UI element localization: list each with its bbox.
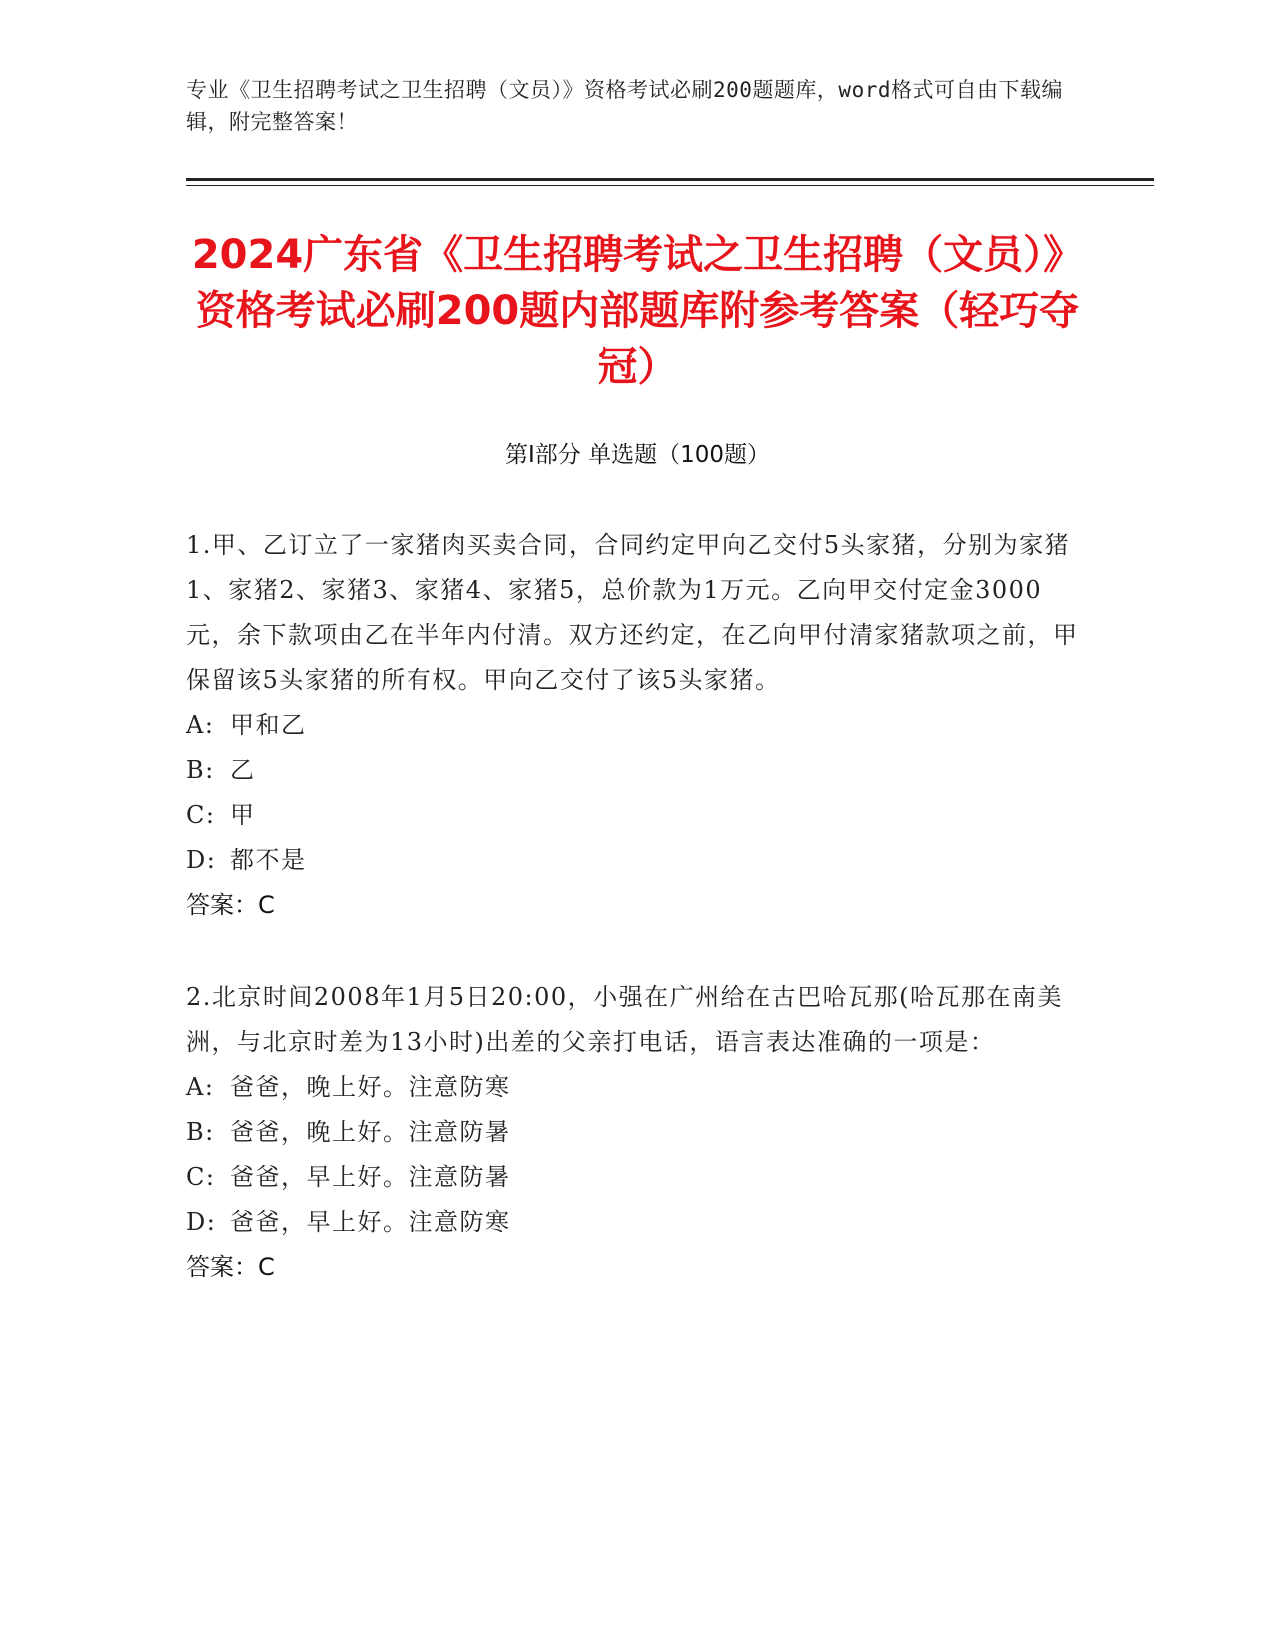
section-heading: 第Ⅰ部分 单选题（100题） [505,442,770,468]
option-b [186,748,1086,793]
option-d [186,838,1086,883]
question-2 [186,975,1086,1290]
option-a [186,703,1086,748]
option-letter: B: [186,1118,215,1146]
option-letter: D: [186,846,217,874]
question-stem: 2.北京时间2008年1月5日20:00，小强在广州给在古巴哈瓦那(哈瓦那在南美洲，与北京时差为13小时)出差的父亲打电话，语言表达准确的一项是： [186,983,1064,1056]
option-letter: A: [186,711,215,739]
option-c [186,1155,1086,1200]
header-note: 专业《卫生招聘考试之卫生招聘（文员）》资格考试必刷200题题库，word格式可自由下载编辑，附完整答案！ [186,78,1063,134]
header-rule-thin [186,185,1154,186]
option-letter: B: [186,756,215,784]
option-text: 都不是 [230,846,307,874]
header-rule-thick [186,178,1154,181]
option-letter: C: [186,1163,216,1191]
answer-line: 答案：C [186,891,275,919]
option-text: 爸爸，晚上好。注意防暑 [230,1118,511,1146]
question-1 [186,523,1086,928]
option-letter: D: [186,1208,217,1236]
option-letter: A: [186,1073,215,1101]
answer-line: 答案：C [186,1253,275,1281]
option-text: 爸爸，早上好。注意防暑 [230,1163,511,1191]
option-text: 爸爸，晚上好。注意防寒 [230,1073,511,1101]
option-b [186,1110,1086,1155]
option-letter: C: [186,801,216,829]
option-text: 乙 [230,756,256,784]
option-a [186,1065,1086,1110]
document-title: 2024广东省《卫生招聘考试之卫生招聘（文员）》资格考试必刷200题内部题库附参考答案（轻巧夺冠） [191,232,1084,390]
question-list [186,523,1086,1337]
option-text: 甲和乙 [230,711,307,739]
option-text: 甲 [230,801,256,829]
option-text: 爸爸，早上好。注意防寒 [230,1208,511,1236]
option-d [186,1200,1086,1245]
question-stem: 1.甲、乙订立了一家猪肉买卖合同，合同约定甲向乙交付5头家猪，分别为家猪1、家猪2、家猪3、家猪4、家猪5，总价款为1万元。乙向甲交付定金3000元，余下款项由乙在半年内付清。双方还约定，在乙向甲付清家猪款项之前，甲保留该5头家猪的所有权。甲向乙交付了该5头家猪。 [186,531,1079,694]
option-c [186,793,1086,838]
